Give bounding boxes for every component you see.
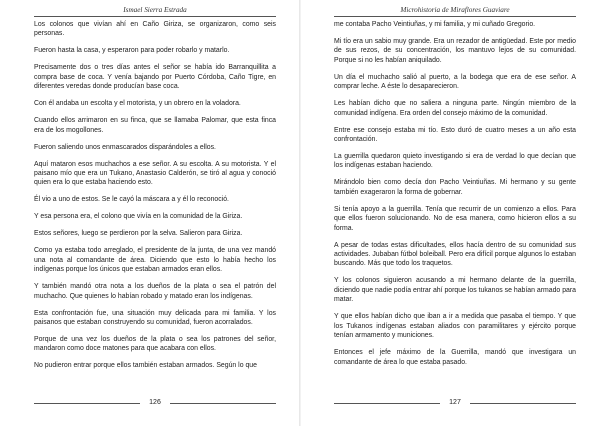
right-footer <box>334 399 576 409</box>
left-footer-rule-left <box>34 403 140 404</box>
paragraph: No pudieron entrar porque ellos también estaban armados. Según lo que <box>34 362 257 370</box>
paragraph: Precisamente dos o tres días antes el señor se había ido Barranquillita a compra base de coca. Y venía bajando por Puerto Córdoba, Caño Tigre, en diferentes veredas donde producían base coca. <box>34 64 276 91</box>
paragraph: Entonces el jefe máximo de la Guerrilla, mandó que investigara un comandante de área lo que estaba pasado. <box>334 349 576 366</box>
right-footer-rule-left <box>334 403 440 404</box>
paragraph: Les habían dicho que no saliera a ninguna parte. Ningún miembro de la comunidad indígena. Era orden del consejo máximo de la comunidad. <box>334 100 576 117</box>
paragraph: La guerrilla quedaron quieto investigando si era de verdad lo que decían que los indígenas estaban haciendo. <box>334 153 576 170</box>
left-page <box>0 0 288 426</box>
paragraph: Con él andaba un escolta y el motorista, y un obrero en la voladora. <box>34 100 241 108</box>
paragraph: Como ya estaba todo arreglado, el presidente de la junta, de una vez mandó una nota al comandante de área. Diciendo que esto lo había hecho los indígenas porque los únicos que estaban armados eran ellos. <box>34 247 276 274</box>
paragraph: Mi tío era un sabio muy grande. Era un rezador de antigüedad. Este por medio de sus rezos, de su concentración, los mantuvo lejos de su comunidad. Porque si no les habían aniquilado. <box>334 38 576 64</box>
paragraph: Si tenía apoyo a la guerrilla. Tenía que recurrir de un comienzo a ellos. Para que ellos fueron solucionando. No de esa manera, como hicieron ellos a su forma. <box>334 205 576 232</box>
left-footer-rule-right <box>170 403 276 404</box>
left-footer <box>34 399 276 409</box>
paragraph: Y esa persona era, el colono que vivía en la comunidad de la Giriza. <box>34 213 243 221</box>
paragraph: Los colonos que vivían ahí en Caño Giriza, se organizaron, como seis personas. <box>34 21 276 38</box>
paragraph: Un día el muchacho salió al puerto, a la bodega que era de ese señor. A comprar leche. A éste lo desaparecieron. <box>334 73 576 91</box>
paragraph: Mirándolo bien como decía don Pacho Veintiuñas. Mi hermano y su gente también exageraron la forma de gobernar. <box>334 179 576 196</box>
paragraph: Entre ese consejo estaba mi tío. Esto duró de cuatro meses a un año esta confrontación. <box>334 126 576 144</box>
right-page-number: 127 <box>449 399 461 406</box>
paragraph: Fueron saliendo unos enmascarados disparándoles a ellos. <box>34 143 216 151</box>
paragraph: Estos señores, luego se perdieron por la selva. Salieron para Giriza. <box>34 230 243 238</box>
left-running-head: Ismael Sierra Estrada <box>123 6 187 14</box>
right-header-rule <box>334 16 576 17</box>
right-footer-rule-right <box>470 403 576 404</box>
paragraph: Esta confrontación fue, una situación muy delicada para mi familia. Y los paisanos que estaban construyendo su comunidad, fueron acorralados. <box>34 309 276 327</box>
right-running-head: Microhistoria de Miraflores Guaviare <box>400 6 510 14</box>
left-page-number: 126 <box>149 399 161 406</box>
paragraph: Él vio a uno de estos. Se le cayó la máscara a y él lo reconoció. <box>34 196 229 204</box>
paragraph: Y también mandó otra nota a los dueños de la plata o sea el patrón del muchacho. Que quienes lo habían robado y matado eran los indígenas. <box>34 283 276 300</box>
book-gutter <box>299 0 301 426</box>
right-page <box>312 0 600 426</box>
paragraph: me contaba Pacho Veintiuñas, y mi familia, y mi cuñado Gregorio. <box>334 21 536 28</box>
paragraph: A pesar de todas estas dificultades, ellos hacía dentro de su comunidad sus actividades. Jubaban fútbol boleiball. Pero era difícil porque algunos lo estaban buscando. Más que todo los traquetos. <box>334 241 576 268</box>
left-header-rule <box>34 16 276 17</box>
paragraph: Y que ellos habían dicho que iban a ir a medida que pasaba el tiempo. Y que los Tukanos indígenas estaban aliados con paramilitares y ejército porque tenían armamento y municiones. <box>334 313 576 340</box>
paragraph: Y los colonos siguieron acusando a mi hermano delante de la guerrilla, diciendo que nadie podía entrar ahí porque los tukanos se habían armado para matar. <box>334 277 576 304</box>
paragraph: Cuando ellos arrimaron en su finca, que se llamaba Palomar, que esta finca era de los mogollones. <box>34 117 276 134</box>
right-body-text <box>334 20 576 398</box>
paragraph: Porque de una vez los dueños de la plata o sea los patrones del señor, mandaron como doce matones para que acabara con ellos. <box>34 336 276 353</box>
paragraph: Fueron hasta la casa, y esperaron para poder robarlo y matarlo. <box>34 47 230 55</box>
left-body-text <box>34 20 276 398</box>
paragraph: Aquí mataron esos muchachos a ese señor. A su escolta. A su motorista. Y el paisano mío que era un Tukano, Anastasio Calderón, se tiró al agua y conoció quien era lo que estaba haciendo esto. <box>34 160 276 187</box>
